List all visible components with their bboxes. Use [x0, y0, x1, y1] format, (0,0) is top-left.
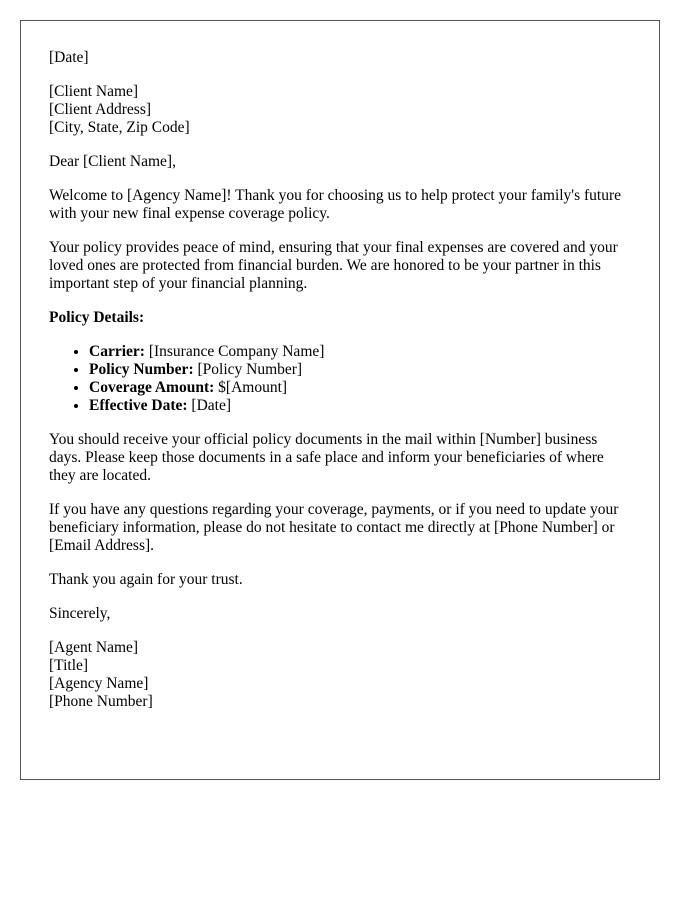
policy-details-list [49, 343, 631, 415]
effective-date-label: Effective Date: [89, 397, 188, 414]
questions-paragraph: If you have any questions regarding your coverage, payments, or if you need to update your beneficiary information, please do not hesitate to contact me directly at [Phone Number] or [Email Address]. [49, 501, 619, 554]
welcome-paragraph: Welcome to [Agency Name]! Thank you for choosing us to help protect your family's future with your new final expense coverage policy. [49, 187, 622, 222]
letter-page [20, 20, 660, 780]
date-text: [Date] [49, 49, 89, 66]
policy-details-heading: Policy Details: [49, 309, 145, 326]
policy-detail-item [89, 361, 631, 379]
recipient-address-block [49, 83, 631, 137]
policy-detail-item [89, 343, 631, 361]
policy-detail-item [89, 397, 631, 415]
peace-of-mind-paragraph: Your policy provides peace of mind, ensuring that your final expenses are covered and your loved ones are protected from financial burden. We are honored to be your partner in this important step of your financial planning. [49, 239, 618, 292]
carrier-label: Carrier: [89, 343, 145, 360]
signature-block [49, 639, 631, 711]
documents-paragraph: You should receive your official policy documents in the mail within [Number] business days. Please keep those documents in a safe place and inform your beneficiaries of where they are located. [49, 431, 604, 484]
agent-phone: [Phone Number] [49, 693, 153, 710]
thanks-paragraph: Thank you again for your trust. [49, 571, 243, 588]
closing: Sincerely, [49, 605, 111, 622]
recipient-city-state-zip: [City, State, Zip Code] [49, 119, 190, 136]
coverage-amount-value: $[Amount] [214, 379, 288, 396]
policy-number-value: [Policy Number] [193, 361, 303, 378]
agent-name: [Agent Name] [49, 639, 139, 656]
carrier-value: [Insurance Company Name] [144, 343, 325, 360]
policy-number-label: Policy Number: [89, 361, 194, 378]
letter-date [49, 49, 631, 67]
coverage-amount-label: Coverage Amount: [89, 379, 215, 396]
agency-name: [Agency Name] [49, 675, 149, 692]
salutation: Dear [Client Name], [49, 153, 176, 170]
effective-date-value: [Date] [187, 397, 232, 414]
agent-title: [Title] [49, 657, 89, 674]
recipient-address: [Client Address] [49, 101, 152, 118]
policy-detail-item [89, 379, 631, 397]
recipient-name: [Client Name] [49, 83, 139, 100]
